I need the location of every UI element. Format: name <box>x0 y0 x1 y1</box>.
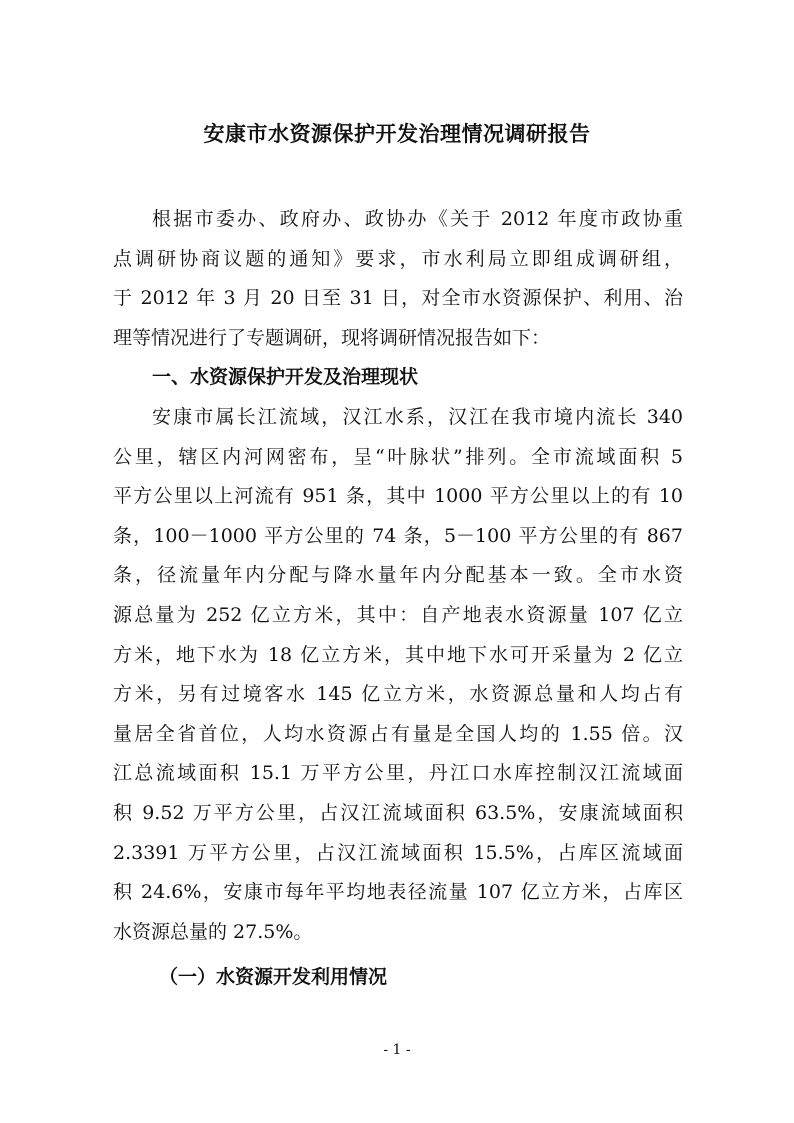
paragraph-line: 源总量为 252 亿立方米，其中：自产地表水资源量 107 亿立 <box>113 603 683 626</box>
intro-line: 点调研协商议题的通知》要求，市水利局立即组成调研组， <box>113 247 683 270</box>
page-number: - 1 - <box>383 1042 411 1058</box>
paragraph-line: 条，径流量年内分配与降水量年内分配基本一致。全市水资 <box>113 564 683 587</box>
paragraph-line: 2.3391 万平方公里，占汉江流域面积 15.5%，占库区流域面 <box>113 841 683 864</box>
paragraph-line: 积 9.52 万平方公里，占汉江流域面积 63.5%，安康流域面积 <box>113 801 683 824</box>
document-body <box>113 200 683 998</box>
paragraph-line: 水资源总量的 27.5%。 <box>113 920 313 943</box>
paragraph-line: 积 24.6%，安康市每年平均地表径流量 107 亿立方米，占库区 <box>113 881 683 904</box>
intro-line: 理等情况进行了专题调研，现将调研情况报告如下： <box>113 326 551 349</box>
intro-line: 于 2012 年 3 月 20 日至 31 日，对全市水资源保护、利用、治 <box>113 287 683 310</box>
intro-line: 根据市委办、政府办、政协办《关于 2012 年度市政协重 <box>152 208 683 230</box>
paragraph-line: 江总流域面积 15.1 万平方公里，丹江口水库控制汉江流域面 <box>113 762 683 785</box>
paragraph-line: 条，100－1000 平方公里的 74 条，5－100 平方公里的有 867 <box>113 524 683 547</box>
paragraph-line: 公里，辖区内河网密布，呈“叶脉状”排列。全市流域面积 5 <box>113 445 683 468</box>
section-heading: 一、水资源保护开发及治理现状 <box>152 366 419 389</box>
paragraph-line: 量居全省首位，人均水资源占有量是全国人均的 1.55 倍。汉 <box>113 722 683 745</box>
subsection-heading: （一）水资源开发利用情况 <box>159 966 388 989</box>
paragraph-line: 方米，另有过境客水 145 亿立方米，水资源总量和人均占有 <box>113 683 683 706</box>
paragraph-line: 方米，地下水为 18 亿立方米，其中地下水可开采量为 2 亿立 <box>113 643 683 666</box>
paragraph-line: 平方公里以上河流有 951 条，其中 1000 平方公里以上的有 10 <box>113 485 683 508</box>
document-title: 安康市水资源保护开发治理情况调研报告 <box>203 121 591 146</box>
paragraph-line: 安康市属长江流域，汉江水系，汉江在我市境内流长 340 <box>152 405 683 428</box>
